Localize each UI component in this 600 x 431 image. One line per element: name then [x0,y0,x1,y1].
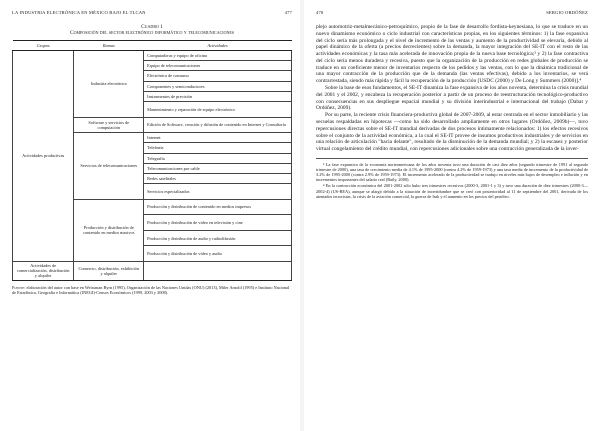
activity-cell: Telefonía [144,143,292,153]
table-number: Cuadro 1 [141,24,163,30]
table-source-note [12,285,292,296]
header-ramas: Ramas [74,40,144,50]
left-running-head-title: LA INDUSTRIA ELECTRÓNICA EN MÉXICO BAJO EL TLCAN [12,10,146,15]
right-page-number: 478 [316,10,324,15]
table-title [12,24,292,37]
paragraph: Sobre la base de esos fundamentos, el SE-IT dinamiza la fase expansiva de los años noventa, determina la crisis mundial del 2001 y el 2002, y encabeza la recuperación posterior a partir de un proceso de reestructuración tecnológico-productivo con consecuencias en sus despliegue espacial mundial y su división interindustrial e internacional del trabajo (Dabat y Ordóñez, 2009). [316,85,588,112]
right-running-head-author: SERGIO ORDÓÑEZ [546,10,588,15]
activity-cell: Producción y distribución de video y audio [144,246,292,262]
composition-table [12,40,292,281]
activity-cell: Producción y distribución de contenido en medios impresos [144,199,292,215]
activity-cell [144,262,292,281]
activity-cell: Producción y distribución de audio y radiodifusión [144,230,292,246]
table-row [13,51,292,61]
activity-cell: Telegrafía [144,153,292,163]
left-page-number: 477 [284,10,292,15]
header-grupos: Grupos [13,40,74,50]
source-label: Fuente: [12,284,26,290]
footnotes [316,158,588,199]
body-text [316,24,588,153]
activity-cell: Componentes y semiconductores [144,81,292,91]
right-running-head [316,10,588,15]
paragraph: plejo automotriz-metalmecánico-petroquímico, propio de la fase de desarrollo fordista-keynesiana, lo que se traduce en un nuevo dinamismo económico o ciclo industrial con características propias, en los siguientes términos: 1) la fase expansiva del ciclo sería más prolongada y el nivel de incremento de las ventas y aumento de la productividad se elevaría, debido al papel dinámico de la oferta (a precios decrecientes) sobre la demanda, la mayor integración del SE-IT con el resto de las actividades económicas y la tasa más acelerada de innovación propia de la nueva base tecnológica;³ y 2) la fase contractiva del ciclo sería menos duradera y recesiva, puesto que la organización de la producción en redes globales de producción se traduce en un coeficiente menor de inventarios respecto de los pedidos y las ventas, con lo que la dinámica tradicional de una mayor contracción de la producción que de la demanda (las ventas efectivas), debido a los inventarios, se verá contrarrestada, siendo más rápida y fácil la recuperación de la producción [USDC (2000) y De Long y Summers (2000)].⁴ [316,24,588,85]
activity-cell: Redes satelitales [144,173,292,183]
rama-cell: Producción y distribución de contenido en medios masivos [74,199,144,261]
group-cell: Actividades productivas [13,51,74,262]
header-actividades: Actividades [144,40,292,50]
activity-cell: Mantenimiento y reparación de equipo electrónico [144,101,292,117]
group-cell: Actividades de comercialización, distribución y alquiler [13,262,74,281]
paragraph: Por su parte, la reciente crisis financiera-productiva global de 2007-2009, al estar centrada en el sector inmobiliario y las secuelas respaldadas en hipotecas —como ha sido desarrollado ampliamente en otros lugares (Ordóñez, 2009b)—, tuvo repercusiones directas sobre el SE-IT mundial derivadas de dos procesos íntimamente relacionados: 1) los efectos recesivos sobre el conjunto de la actividad económica, a la cual el SE-IT provee de insumos productivos industriales y de servicios en una relación de articulación "hacia delante", resultado de la disminución de la demanda mundial; y 2) la escasez y posterior virtual congelamiento del crédito mundial, con repercusiones adicionales sobre una contracción generalizada de la inver- [316,112,588,153]
activity-cell: Producción y distribución de video en televisión y cine [144,215,292,231]
activity-cell: Edición de Software, creación y difusión de contenido en Internet y Consultoría [144,117,292,133]
activity-cell: Telecomunicaciones por cable [144,163,292,173]
activity-cell: Instrumentos de precisión [144,91,292,101]
activity-cell: Internet [144,133,292,143]
activity-cell: Equipo de telecomunicaciones [144,61,292,71]
table-header-row [13,40,292,50]
activity-cell: Servicios especializados [144,184,292,200]
source-text: elaboración del autor con base en Weissman Byrn (1995), Organización de las Naciones Unidas (ONU) (2013), Miler Arnold (1995) e Instituto Nacional de Estadística, Geografía e Informática (INEGI)-Censos Económicos (1999, 2003 y 2008). [12,284,290,295]
right-page [304,0,600,431]
rama-cell: Software y servicios de computación [74,117,144,133]
activity-cell: Computadoras y equipo de oficina [144,51,292,61]
rama-cell: Comercio, distribución, exhibición y alquiler [74,262,144,281]
table-row [13,262,292,281]
rama-cell: Industria electrónica [74,51,144,118]
footnote: ³ La fase expansiva de la economía norteamericana de los años noventa tuvo una duración de casi diez años (segundo trimestre de 1991 al segundo trimestre de 2000), una tasa de crecimiento media de 4.1% de 1995-2000 (contra 4.2% de 1959-1973) y una tasa media de incremento de la productividad de 3.2% de 1995-2000 (contra 2.9% de 1959-1973). El incremento acelerado de la productividad se tradujo en niveles más bajos de desempleo e inflación y en incrementos importantes del salario real (Baily, 2000). [316,161,588,183]
footnote: ⁴ En la contracción económica del 2001-2002 sólo hubo tres trimestres recesivos (2000-3, 2001-1 y 3) y tuvo una duración de diez trimestres (2000-3—2002-4) (US-BEA), aunque se alargó debido a la situación de incertidumbre que se creó con posterioridad al 11 de septiembre del 2001, derivada de los atentados terroristas, la crisis de la aviación comercial, la guerra de Irak y el aumento en los precios del petróleo. [316,183,588,199]
left-running-head [12,10,292,15]
activity-cell: Electrónica de consumo [144,71,292,81]
rama-cell: Servicios de telecomunicaciones [74,133,144,200]
table-caption: Composición del sector electrónico informático y telecomunicaciones [69,30,235,37]
